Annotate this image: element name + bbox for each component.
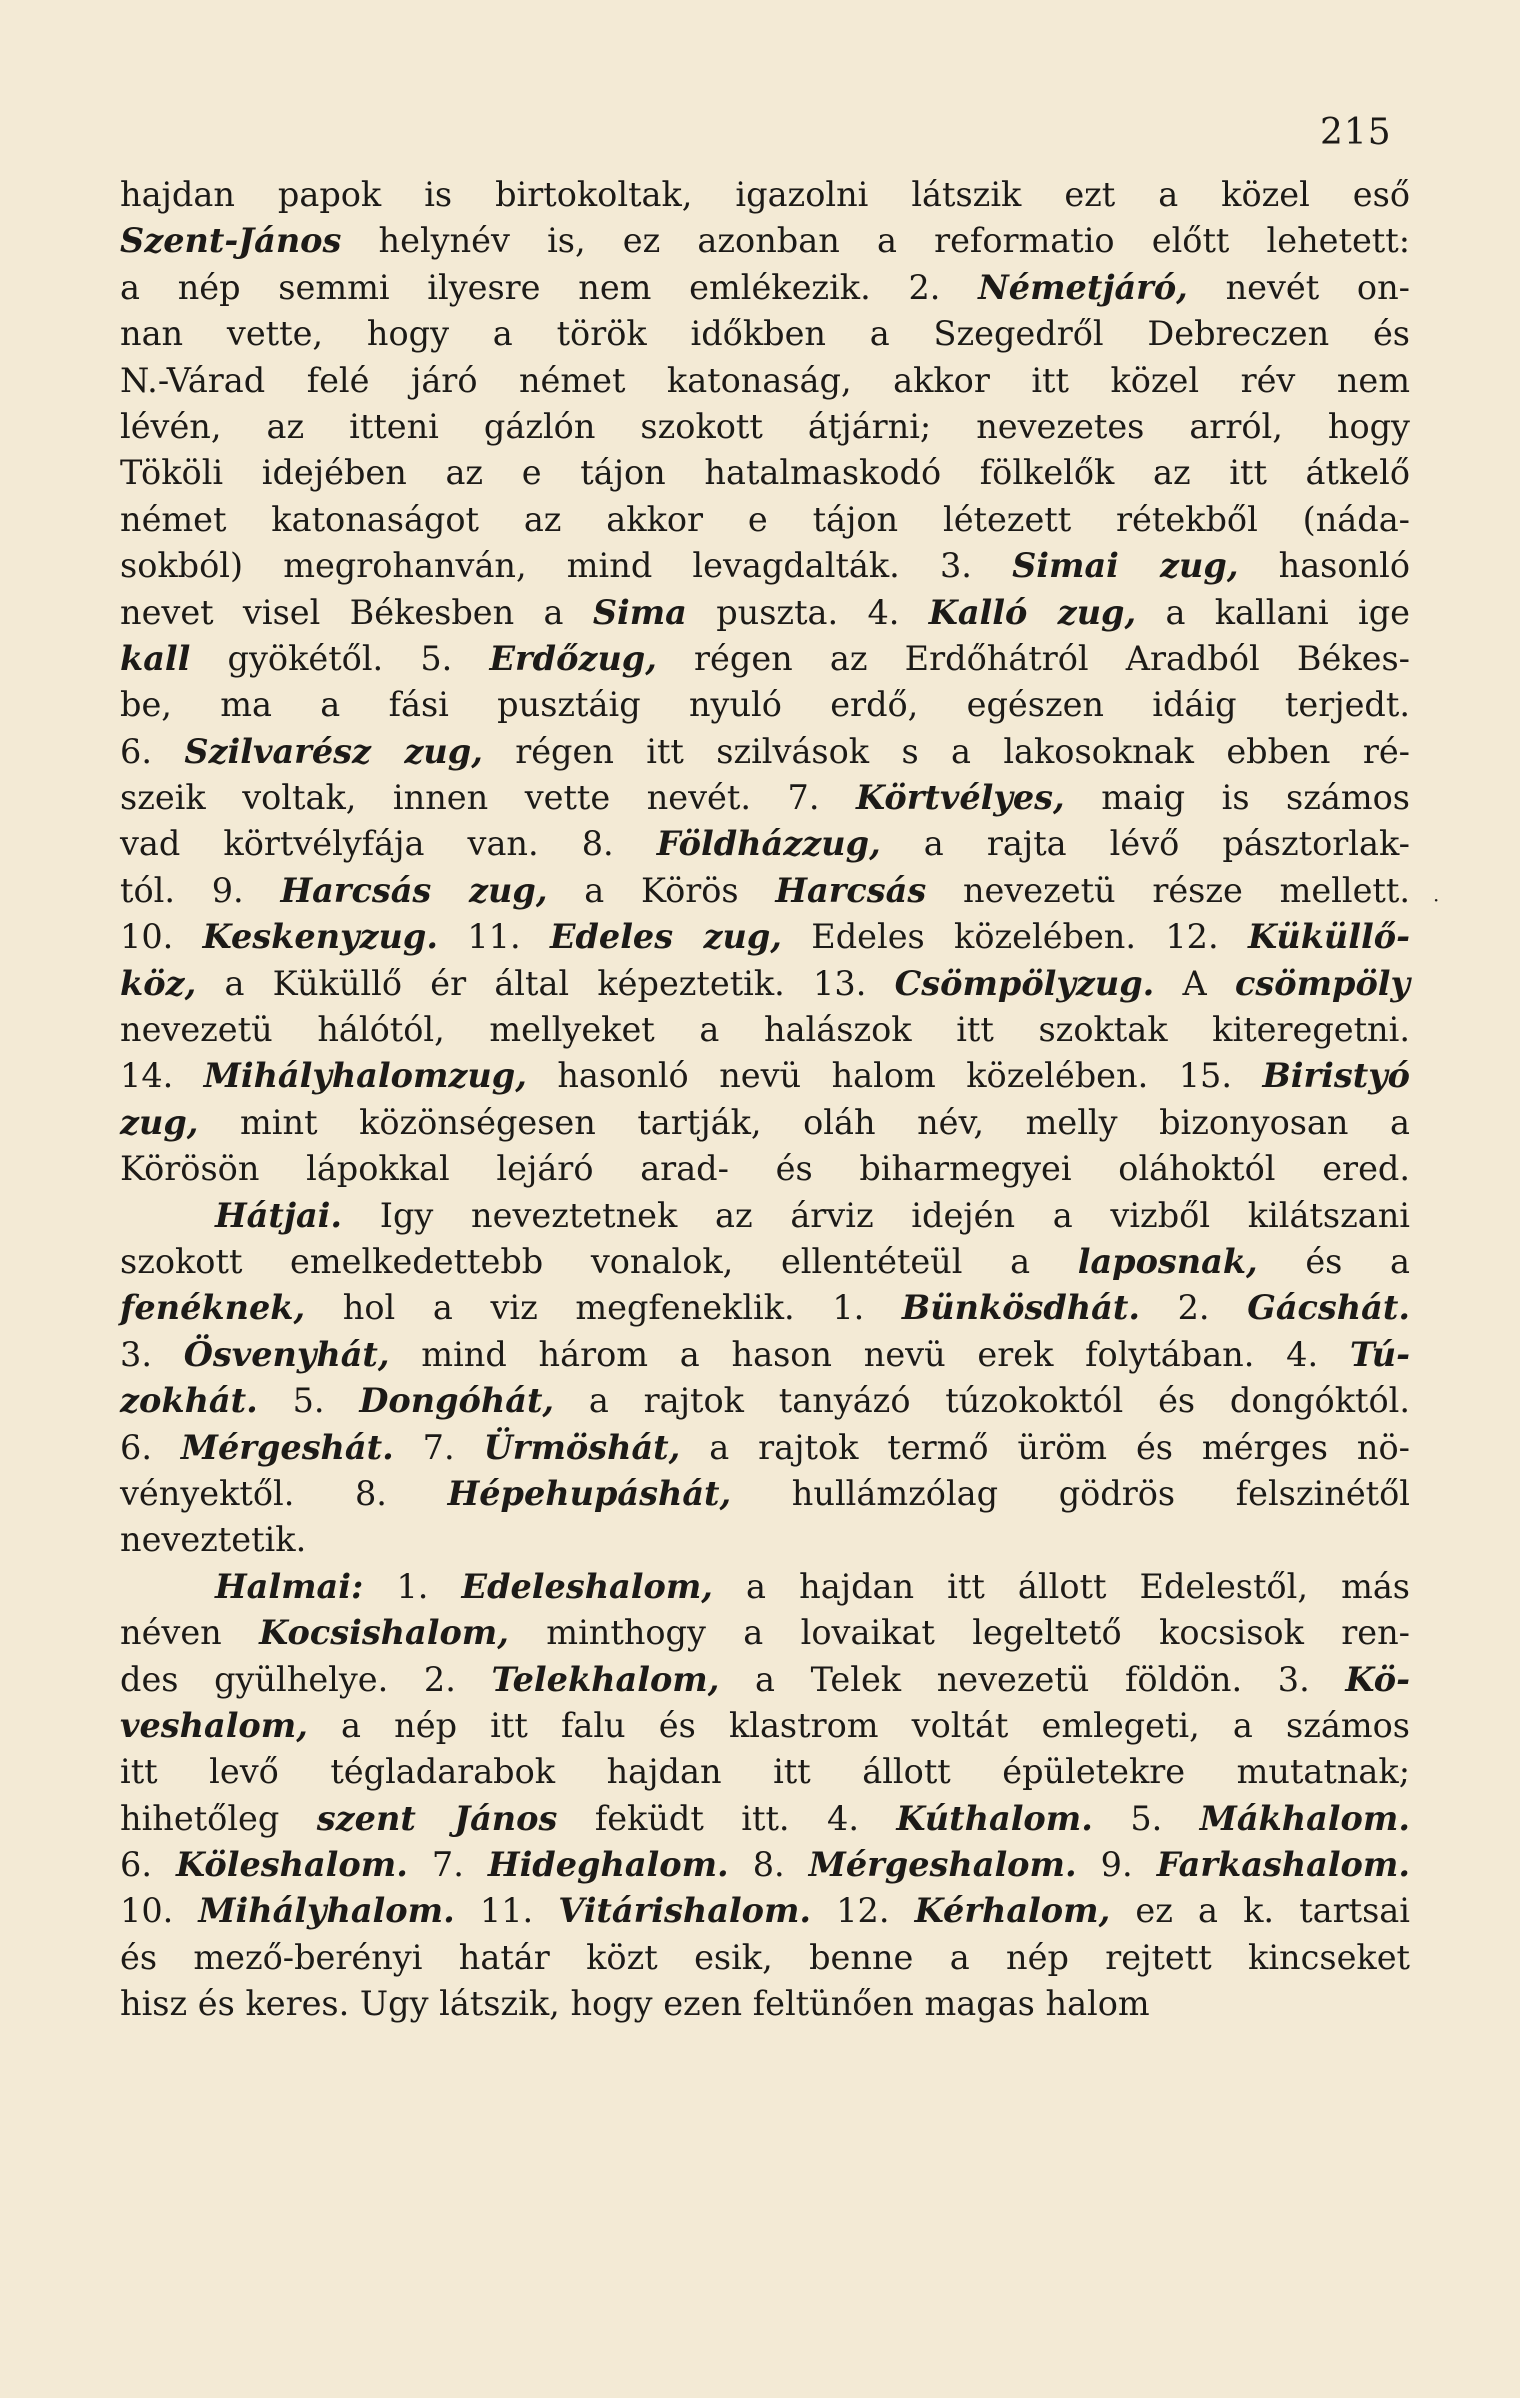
text-run: a nép itt falu és klastrom voltát emlegeti, a számos xyxy=(307,1705,1410,1745)
text-run: szeik voltak, innen vette nevét. 7. xyxy=(120,778,857,818)
italic-term: Kúthalom. xyxy=(896,1798,1093,1838)
italic-term: Földházzug, xyxy=(656,824,881,864)
text-run: 8. xyxy=(728,1845,809,1885)
text-run: 1. xyxy=(363,1566,462,1606)
italic-term: fenéknek, xyxy=(120,1288,306,1328)
text-line xyxy=(120,1796,1410,1842)
text-line xyxy=(120,1100,1410,1146)
text-line xyxy=(120,1007,1410,1053)
text-line xyxy=(120,729,1410,775)
text-line xyxy=(120,218,1410,264)
italic-term: Mihályhalom. xyxy=(198,1891,455,1931)
text-run: nevét on- xyxy=(1187,267,1410,307)
italic-term: Tú- xyxy=(1349,1334,1410,1374)
italic-term: Köleshalom. xyxy=(176,1845,408,1885)
text-line xyxy=(120,775,1410,821)
text-line xyxy=(120,1193,1410,1239)
italic-term: Kocsishalom, xyxy=(259,1613,509,1653)
italic-term: Farkashalom. xyxy=(1156,1845,1411,1885)
text-run: 5. xyxy=(257,1381,360,1421)
italic-term: Telekhalom, xyxy=(491,1659,720,1699)
italic-term: Ösvenyhát, xyxy=(183,1334,390,1374)
text-line xyxy=(120,404,1410,450)
italic-term: Mérgeshalom. xyxy=(808,1845,1077,1885)
italic-term: Vitárishalom. xyxy=(558,1891,812,1931)
text-line xyxy=(120,1239,1410,1285)
text-run: nevezetü része mellett. xyxy=(926,870,1410,910)
text-run: Edeles közelében. 12. xyxy=(781,917,1248,957)
text-line xyxy=(120,590,1410,636)
italic-term: Hépehupáshát, xyxy=(447,1473,732,1513)
text-run: a kallani ige xyxy=(1136,592,1411,632)
text-line xyxy=(120,358,1410,404)
italic-term: Körtvélyes, xyxy=(856,778,1065,818)
italic-term: Bünkösdhát. xyxy=(901,1288,1140,1328)
italic-term: Szilvarész zug, xyxy=(184,731,483,771)
text-run: 9. xyxy=(1076,1845,1157,1885)
italic-term: Ürmöshát, xyxy=(483,1427,681,1467)
text-line xyxy=(120,1657,1410,1703)
italic-term: szent János xyxy=(316,1798,558,1838)
italic-term: Szent-János xyxy=(120,221,342,261)
italic-term: laposnak, xyxy=(1077,1241,1258,1281)
text-line xyxy=(120,636,1410,682)
italic-term: Mérgeshát. xyxy=(180,1427,394,1467)
text-run: puszta. 4. xyxy=(686,592,929,632)
text-line xyxy=(120,682,1410,728)
page-number: 215 xyxy=(1320,112,1392,153)
text-run: ez a k. tartsai xyxy=(1110,1891,1410,1931)
text-run: a hajdan itt állott Edelestől, más xyxy=(712,1566,1410,1606)
text-run: német katonaságot az akkor e tájon létezett rétekből (náda- xyxy=(120,499,1410,539)
text-run: a nép semmi ilyesre nem emlékezik. 2. xyxy=(120,267,979,307)
text-line xyxy=(120,868,1410,914)
text-run: a rajtok tanyázó túzokoktól és dongóktól. xyxy=(554,1381,1410,1421)
text-run: 11. xyxy=(454,1891,559,1931)
text-run: helynév is, ez azonban a reformatio előtt lehetett: xyxy=(341,221,1410,261)
text-line xyxy=(120,1610,1410,1656)
text-run: Tököli idejében az e tájon hatalmaskodó fölkelők az itt átkelő xyxy=(120,453,1410,493)
italic-term: Kérhalom, xyxy=(914,1891,1111,1931)
text-run: vényektől. 8. xyxy=(120,1473,448,1513)
text-run: régen az Erdőhátról Aradból Békes- xyxy=(656,638,1410,678)
text-line xyxy=(120,1749,1410,1795)
text-run: gyökétől. 5. xyxy=(190,638,490,678)
italic-term: kall xyxy=(120,638,191,678)
text-run: 10. xyxy=(120,1891,199,1931)
italic-term: Hátjai. xyxy=(215,1195,343,1235)
text-line xyxy=(120,1564,1410,1610)
text-run: neveztetik. xyxy=(120,1520,307,1560)
text-run: a Küküllő ér által képeztetik. 13. xyxy=(196,963,895,1003)
text-line xyxy=(120,1517,1410,1563)
text-line xyxy=(120,543,1410,589)
text-run: nevet visel Békesben a xyxy=(120,592,593,632)
text-run: 7. xyxy=(407,1845,488,1885)
text-run: a Körös xyxy=(547,870,776,910)
text-line xyxy=(120,914,1410,960)
text-line xyxy=(120,1888,1410,1934)
text-run: 7. xyxy=(393,1427,484,1467)
italic-term: Mákhalom. xyxy=(1199,1798,1410,1838)
italic-term: Mihályhalomzug, xyxy=(203,1056,527,1096)
text-run: 12. xyxy=(811,1891,915,1931)
text-run: hihetőleg xyxy=(120,1798,317,1838)
text-run: 2. xyxy=(1140,1288,1248,1328)
text-run: vad körtvélyfája van. 8. xyxy=(120,824,657,864)
text-run: és a xyxy=(1257,1241,1410,1281)
text-run: 6. xyxy=(120,731,185,771)
text-run: szokott emelkedettebb vonalok, ellentéteül a xyxy=(120,1241,1078,1281)
italic-term: Küküllő- xyxy=(1247,917,1410,957)
text-line xyxy=(120,311,1410,357)
text-run: N.-Várad felé járó német katonaság, akkor itt közel rév nem xyxy=(120,360,1410,400)
text-run: néven xyxy=(120,1613,260,1653)
italic-term: csömpöly xyxy=(1234,963,1410,1003)
italic-term: Biristyó xyxy=(1262,1056,1411,1096)
text-run: maig is számos xyxy=(1064,778,1410,818)
text-line xyxy=(120,821,1410,867)
italic-term: Keskenyzug. xyxy=(202,917,438,957)
text-run: Körösön lápokkal lejáró arad- és biharmegyei oláhoktól ered. xyxy=(120,1149,1410,1189)
italic-term: Csömpölyzug. xyxy=(894,963,1155,1003)
text-run: A xyxy=(1154,963,1235,1003)
italic-term: Harcsás zug, xyxy=(280,870,548,910)
text-run: 5. xyxy=(1092,1798,1200,1838)
text-run: 10. xyxy=(120,917,203,957)
italic-term: veshalom, xyxy=(120,1705,308,1745)
text-run: des gyülhelye. 2. xyxy=(120,1659,492,1699)
text-run: nevezetü hálótól, mellyeket a halászok itt szoktak kiteregetni. xyxy=(120,1010,1410,1050)
text-run: sokból) megrohanván, mind levagdalták. 3. xyxy=(120,546,1013,586)
text-line xyxy=(120,1935,1410,1981)
text-run: nan vette, hogy a török időkben a Szegedről Debreczen és xyxy=(120,314,1410,354)
italic-term: Halmai: xyxy=(215,1566,364,1606)
margin-dot: · xyxy=(1433,888,1440,912)
text-line xyxy=(120,1378,1410,1424)
italic-term: Edeleshalom, xyxy=(461,1566,713,1606)
text-run: minthogy a lovaikat legeltető kocsisok ren- xyxy=(508,1613,1410,1653)
italic-term: Sima xyxy=(592,592,687,632)
italic-term: Edeles zug, xyxy=(549,917,782,957)
text-run: lévén, az itteni gázlón szokott átjárni; nevezetes arról, hogy xyxy=(120,406,1410,446)
text-run: 11. xyxy=(437,917,550,957)
text-line xyxy=(120,1332,1410,1378)
italic-term: Dongóhát, xyxy=(359,1381,555,1421)
text-run: a rajtok termő üröm és mérges nö- xyxy=(680,1427,1410,1467)
text-line xyxy=(120,497,1410,543)
text-line xyxy=(120,1285,1410,1331)
italic-term: köz, xyxy=(120,963,197,1003)
text-run: 6. xyxy=(120,1427,181,1467)
text-run: hullámzólag gödrös felszinétől xyxy=(731,1473,1410,1513)
text-run: tól. 9. xyxy=(120,870,281,910)
text-run: Igy neveztetnek az árviz idején a vizből kilátszani xyxy=(342,1195,1410,1235)
body-text xyxy=(120,172,1410,2028)
text-run: mint közönségesen tartják, oláh név, melly bizonyosan a xyxy=(198,1102,1410,1142)
text-line xyxy=(120,1842,1410,1888)
text-run: be, ma a fási pusztáig nyuló erdő, egészen idáig terjedt. xyxy=(120,685,1410,725)
italic-term: Hideghalom. xyxy=(487,1845,729,1885)
text-line xyxy=(120,1146,1410,1192)
text-line xyxy=(120,1703,1410,1749)
italic-term: zokhát. xyxy=(120,1381,258,1421)
italic-term: Németjáró, xyxy=(978,267,1188,307)
text-line xyxy=(120,1425,1410,1471)
text-line xyxy=(120,172,1410,218)
italic-term: Harcsás xyxy=(775,870,927,910)
italic-term: Simai zug, xyxy=(1012,546,1239,586)
text-run: hisz és keres. Ugy látszik, hogy ezen feltünően magas halom xyxy=(120,1984,1150,2024)
text-run: mind három a hason nevü erek folytában. 4. xyxy=(389,1334,1350,1374)
text-run: 3. xyxy=(120,1334,184,1374)
italic-term: Kö- xyxy=(1345,1659,1410,1699)
text-line xyxy=(120,265,1410,311)
text-line xyxy=(120,450,1410,496)
text-line xyxy=(120,961,1410,1007)
text-line xyxy=(120,1053,1410,1099)
italic-term: Kalló zug, xyxy=(928,592,1137,632)
italic-term: Erdőzug, xyxy=(489,638,657,678)
text-run: 14. xyxy=(120,1056,204,1096)
text-run: feküdt itt. 4. xyxy=(557,1798,897,1838)
text-run: a Telek nevezetü földön. 3. xyxy=(719,1659,1346,1699)
text-run: hajdan papok is birtokoltak, igazolni látszik ezt a közel eső xyxy=(120,175,1410,214)
text-run: hasonló xyxy=(1238,546,1411,586)
text-run: régen itt szilvások s a lakosoknak ebben ré- xyxy=(482,731,1410,771)
italic-term: zug, xyxy=(120,1102,199,1142)
text-run: hol a viz megfeneklik. 1. xyxy=(305,1288,902,1328)
italic-term: Gácshát. xyxy=(1247,1288,1410,1328)
text-line xyxy=(120,1981,1410,2027)
text-run: 6. xyxy=(120,1845,176,1885)
text-run: itt levő tégladarabok hajdan itt állott épületekre mutatnak; xyxy=(120,1752,1410,1792)
text-run: hasonló nevü halom közelében. 15. xyxy=(526,1056,1263,1096)
text-line xyxy=(120,1471,1410,1517)
text-run: a rajta lévő pásztorlak- xyxy=(880,824,1410,864)
text-run: és mező-berényi határ közt esik, benne a nép rejtett kincseket xyxy=(120,1937,1410,1977)
